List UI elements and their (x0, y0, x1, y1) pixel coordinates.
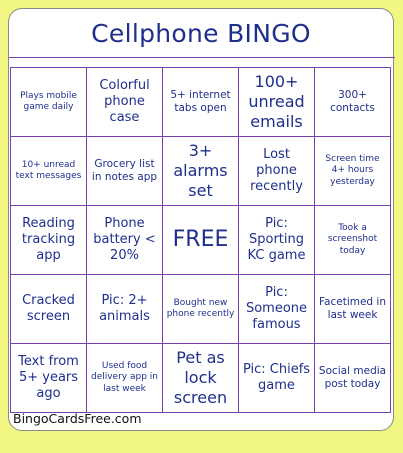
bingo-row (11, 206, 391, 275)
bingo-cell[interactable]: Used food delivery app in last week (87, 344, 163, 413)
bingo-cell[interactable]: Pic: Someone famous (239, 275, 315, 344)
bingo-table (10, 67, 391, 413)
bingo-cell[interactable]: Reading tracking app (11, 206, 87, 275)
bingo-card (8, 8, 394, 431)
bingo-cell[interactable]: Grocery list in notes app (87, 137, 163, 206)
bingo-cell[interactable]: Pet as lock screen (163, 344, 239, 413)
bingo-cell[interactable]: Plays mobile game daily (11, 68, 87, 137)
bingo-cell[interactable]: 10+ unread text messages (11, 137, 87, 206)
card-title: Cellphone BINGO (91, 18, 311, 48)
bingo-row (11, 137, 391, 206)
bingo-cell[interactable]: Facetimed in last week (315, 275, 391, 344)
bingo-cell[interactable]: Screen time 4+ hours yesterday (315, 137, 391, 206)
bingo-cell[interactable]: Social media post today (315, 344, 391, 413)
bingo-cell[interactable]: 300+ contacts (315, 68, 391, 137)
bingo-cell[interactable]: Phone battery < 20% (87, 206, 163, 275)
bingo-cell[interactable]: Bought new phone recently (163, 275, 239, 344)
bingo-grid (9, 57, 395, 408)
bingo-cell[interactable]: 5+ internet tabs open (163, 68, 239, 137)
bingo-cell[interactable]: Colorful phone case (87, 68, 163, 137)
bingo-cell[interactable]: Text from 5+ years ago (11, 344, 87, 413)
bingo-cell[interactable]: Pic: Sporting KC game (239, 206, 315, 275)
bingo-cell[interactable]: Pic: 2+ animals (87, 275, 163, 344)
bingo-cell[interactable]: Took a screenshot today (315, 206, 391, 275)
bingo-cell[interactable]: Cracked screen (11, 275, 87, 344)
free-space[interactable]: FREE (163, 206, 239, 275)
bingo-row (11, 275, 391, 344)
bingo-cell[interactable]: Lost phone recently (239, 137, 315, 206)
site-footer: BingoCardsFree.com (13, 411, 142, 426)
bingo-row (11, 344, 391, 413)
bingo-cell[interactable]: Pic: Chiefs game (239, 344, 315, 413)
bingo-cell[interactable]: 100+ unread emails (239, 68, 315, 137)
bingo-cell[interactable]: 3+ alarms set (163, 137, 239, 206)
bingo-row (11, 68, 391, 137)
